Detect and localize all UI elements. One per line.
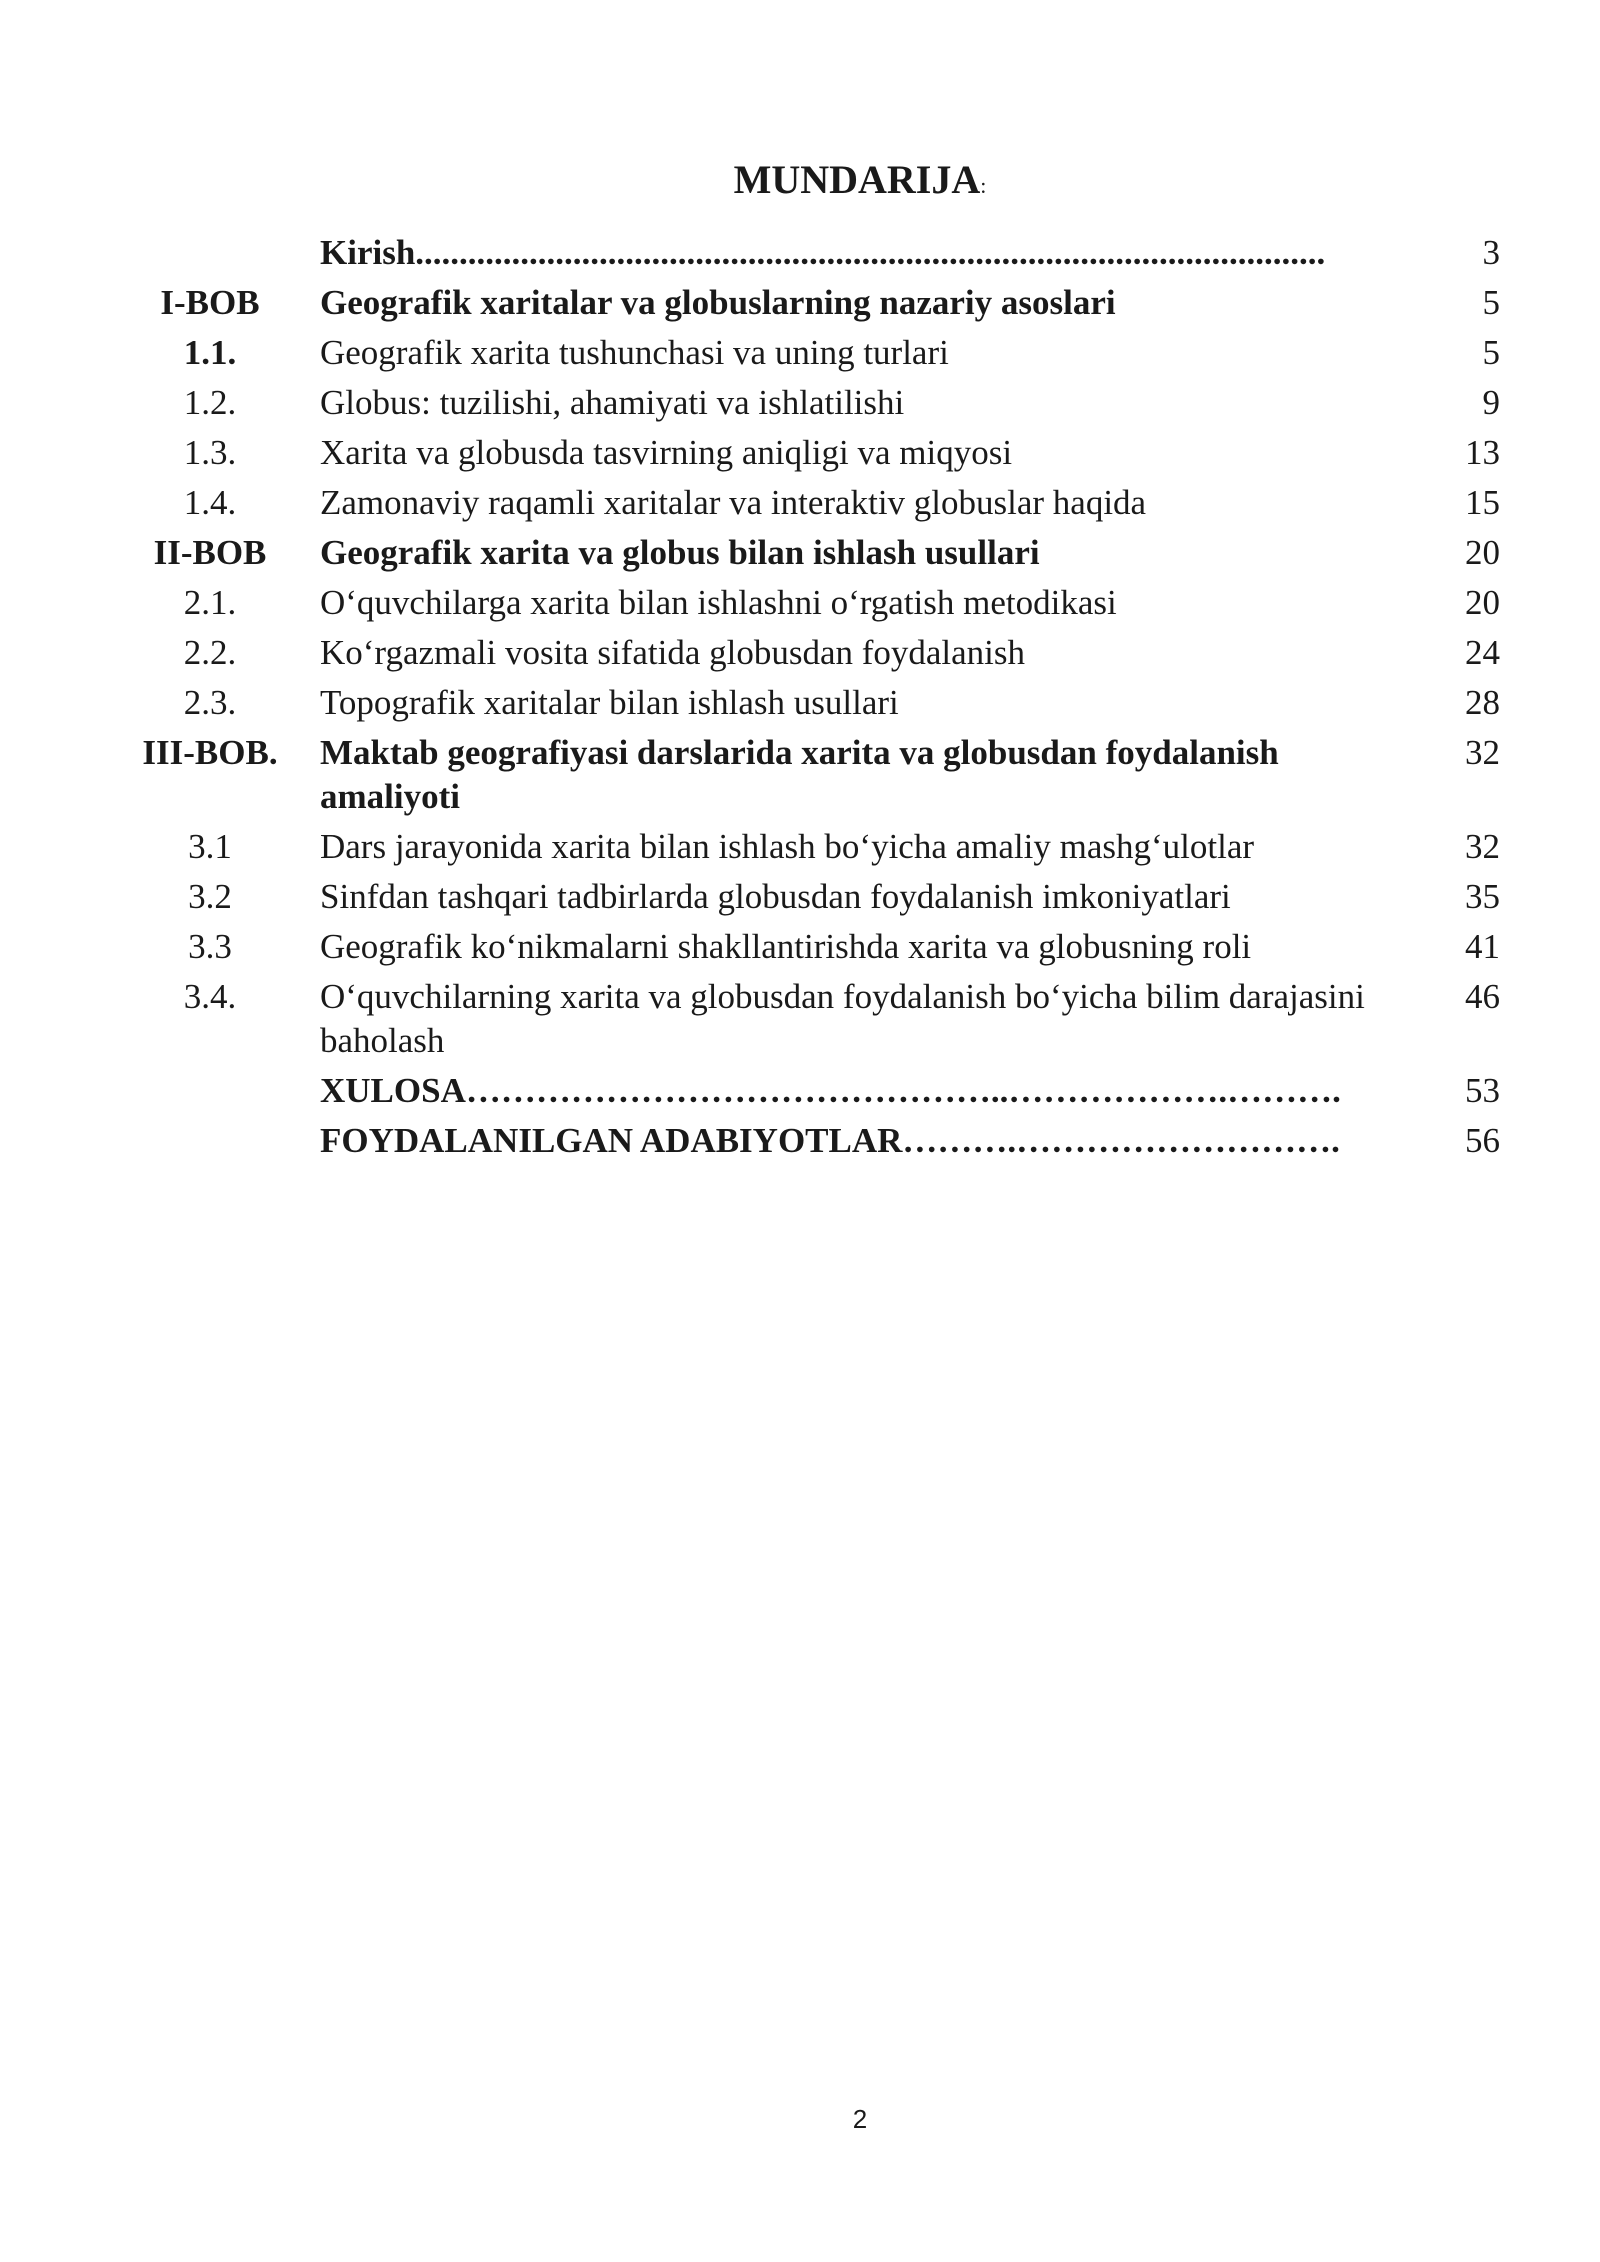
toc-entry-page: 46 (1465, 977, 1500, 1016)
toc-entry-title: Xarita va globusda tasvirning aniqligi va miqyosi (320, 433, 1013, 472)
toc-entry-page: 56 (1465, 1121, 1500, 1160)
toc-entry-page: 3 (1482, 233, 1500, 272)
toc-entry-page: 5 (1482, 283, 1500, 322)
toc-entry (120, 531, 1500, 575)
toc-entry-number: 3.3 (188, 927, 232, 966)
toc-entry (120, 231, 1500, 275)
toc-entry-number: 2.3. (183, 683, 237, 722)
toc-entry-page: 53 (1465, 1071, 1500, 1110)
toc-entry-title: Topografik xaritalar bilan ishlash usullari (320, 683, 899, 722)
toc-entry (120, 731, 1500, 819)
table-of-contents (120, 231, 1500, 1169)
toc-entry-number: 2.1. (183, 583, 237, 622)
toc-entry (120, 925, 1500, 969)
toc-entry (120, 431, 1500, 475)
toc-entry-title: FOYDALANILGAN ADABIYOTLAR……….………………………. (320, 1121, 1340, 1160)
toc-entry (120, 281, 1500, 325)
toc-entry-title: O‘quvchilarga xarita bilan ishlashni o‘rgatish metodikasi (320, 583, 1117, 622)
toc-entry-page: 41 (1465, 927, 1500, 966)
toc-entry-page: 35 (1465, 877, 1500, 916)
toc-entry (120, 681, 1500, 725)
toc-entry-number: I-BOB (160, 283, 260, 322)
toc-entry-page: 32 (1465, 733, 1500, 772)
toc-entry-page: 13 (1465, 433, 1500, 472)
toc-entry-page: 20 (1465, 583, 1500, 622)
toc-entry-title: Geografik xarita tushunchasi va uning turlari (320, 333, 949, 372)
toc-entry (120, 581, 1500, 625)
toc-entry-title: XULOSA………………………………………..……………….………. (320, 1071, 1341, 1110)
toc-entry-page: 9 (1482, 383, 1500, 422)
toc-entry (120, 481, 1500, 525)
toc-entry-page: 20 (1465, 533, 1500, 572)
toc-entry (120, 381, 1500, 425)
toc-entry (120, 1069, 1500, 1113)
toc-entry-page: 28 (1465, 683, 1500, 722)
toc-entry-number: 1.4. (183, 483, 237, 522)
toc-entry (120, 331, 1500, 375)
toc-entry-title: Geografik xarita va globus bilan ishlash usullari (320, 533, 1040, 572)
toc-entry-title: Maktab geografiyasi darslarida xarita va globusdan foydalanish amaliyoti (320, 733, 1279, 816)
toc-entry-page: 5 (1482, 333, 1500, 372)
toc-entry-title: O‘quvchilarning xarita va globusdan foydalanish bo‘yicha bilim darajasini baholash (320, 977, 1365, 1060)
toc-entry-title: Geografik xaritalar va globuslarning nazariy asoslari (320, 283, 1116, 322)
toc-entry-number: III-BOB. (142, 733, 278, 772)
toc-entry (120, 875, 1500, 919)
toc-entry-title: Zamonaviy raqamli xaritalar va interaktiv globuslar haqida (320, 483, 1147, 522)
title-text: MUNDARIJA (733, 157, 981, 202)
toc-entry (120, 1119, 1500, 1163)
toc-entry-number: 3.1 (188, 827, 232, 866)
page-title (0, 150, 1600, 216)
toc-entry (120, 975, 1500, 1063)
toc-entry-number: 3.2 (188, 877, 232, 916)
toc-entry-number: 1.2. (183, 383, 237, 422)
toc-entry-number: 2.2. (183, 633, 237, 672)
toc-entry-title: Sinfdan tashqari tadbirlarda globusdan foydalanish imkoniyatlari (320, 877, 1231, 916)
toc-entry-number: 3.4. (183, 977, 237, 1016)
toc-entry-title: Ko‘rgazmali vosita sifatida globusdan foydalanish (320, 633, 1026, 672)
toc-entry-title: Kirish........................................................................................................ (320, 233, 1326, 272)
page-number: 2 (852, 2104, 868, 2134)
toc-entry (120, 631, 1500, 675)
toc-entry-title: Globus: tuzilishi, ahamiyati va ishlatilishi (320, 383, 905, 422)
toc-entry-page: 32 (1465, 827, 1500, 866)
toc-entry-page: 24 (1465, 633, 1500, 672)
toc-entry-page: 15 (1465, 483, 1500, 522)
toc-entry-number: 1.1. (183, 333, 237, 372)
toc-entry-title: Geografik ko‘nikmalarni shakllantirishda xarita va globusning roli (320, 927, 1252, 966)
toc-entry (120, 825, 1500, 869)
toc-entry-number: 1.3. (183, 433, 237, 472)
toc-entry-number: II-BOB (153, 533, 267, 572)
title-colon: : (980, 173, 987, 198)
toc-entry-title: Dars jarayonida xarita bilan ishlash bo‘yicha amaliy mashg‘ulotlar (320, 827, 1255, 866)
